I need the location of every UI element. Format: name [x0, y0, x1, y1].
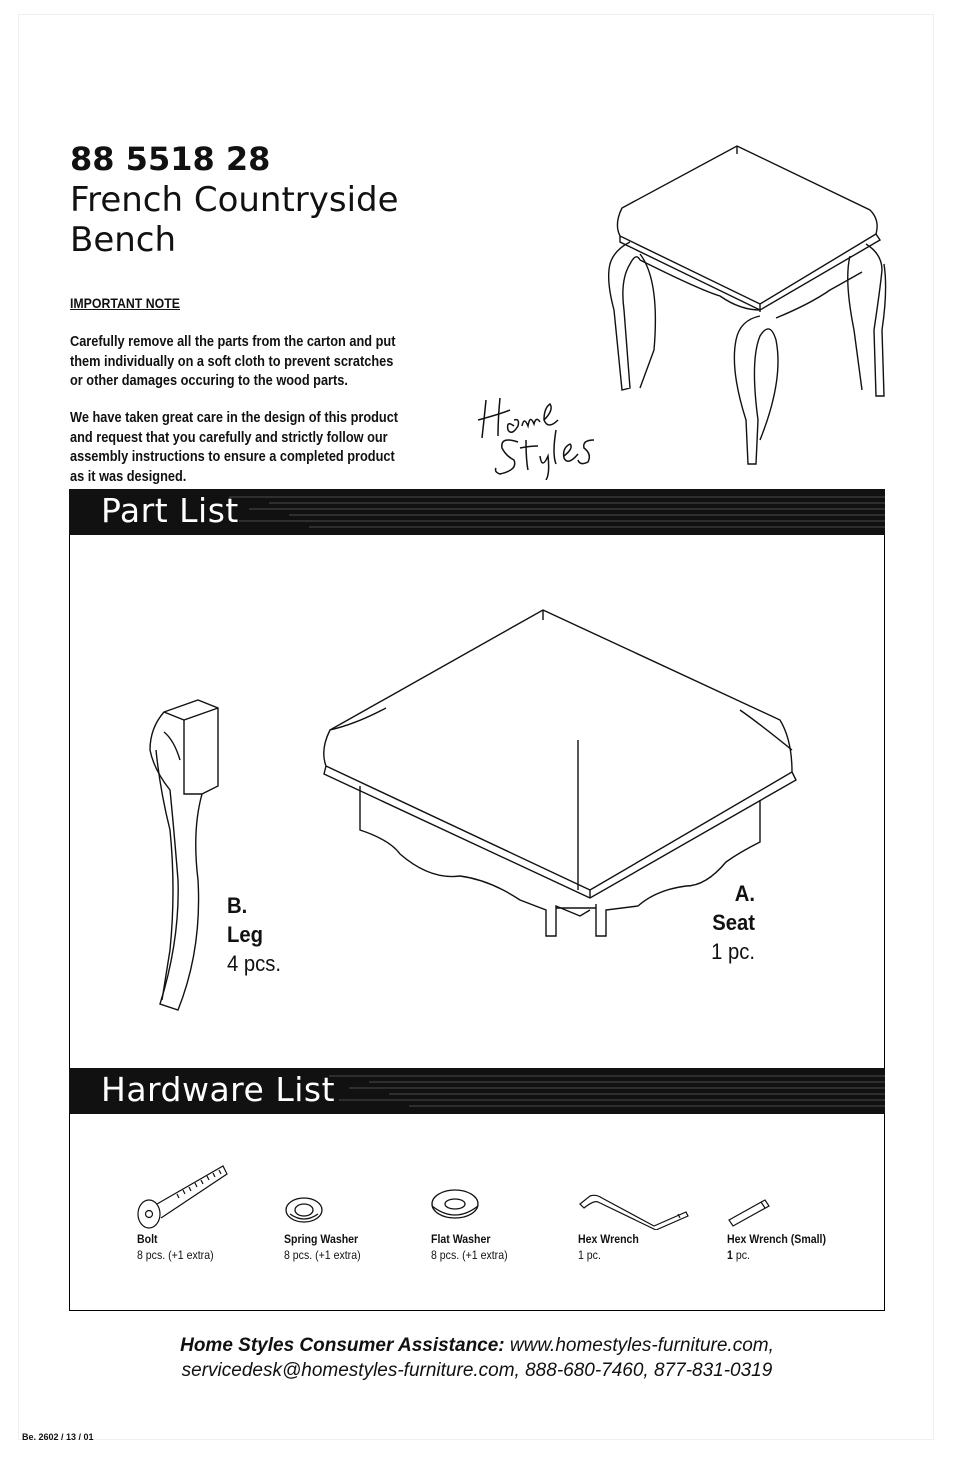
hardware-list-title: Hardware List	[101, 1070, 336, 1109]
bolt-icon	[137, 1160, 237, 1230]
small-hex-wrench-name: Hex Wrench (Small)	[727, 1232, 826, 1246]
spring-washer-qty: 8 pcs. (+1 extra)	[284, 1248, 361, 1262]
important-note-paragraph-2: We have taken great care in the design of this product and request that you carefully and strictly follow our assembly instructions to ensure a completed product as it was designed.	[70, 410, 399, 485]
hex-wrench-icon	[578, 1160, 698, 1230]
assistance-contacts: servicedesk@homestyles-furniture.com, 888-680-7460, 877-831-0319	[181, 1360, 773, 1381]
important-note-heading: IMPORTANT NOTE	[70, 295, 180, 311]
important-note-paragraph-1: Carefully remove all the parts from the carton and put them individually on a soft cloth to prevent scratches or other damages occuring to the wood parts.	[70, 334, 396, 389]
assistance-website: www.homestyles-furniture.com,	[504, 1335, 774, 1356]
assembled-bench-illustration	[600, 140, 890, 475]
assistance-lead: Home Styles Consumer Assistance:	[180, 1335, 505, 1356]
bolt-qty: 8 pcs. (+1 extra)	[137, 1248, 214, 1262]
flat-washer-qty: 8 pcs. (+1 extra)	[431, 1248, 508, 1262]
product-name: French Countryside Bench	[70, 180, 399, 260]
hardware-list-header	[69, 1068, 885, 1114]
part-b-letter: B.	[227, 893, 248, 918]
hex-wrench-qty: 1 pc.	[578, 1248, 601, 1262]
flat-washer-name: Flat Washer	[431, 1232, 491, 1246]
leg-illustration	[150, 700, 218, 1010]
product-code: 88 5518 28	[70, 140, 271, 178]
spring-washer-icon	[284, 1160, 344, 1230]
part-list-header	[69, 489, 885, 535]
flat-washer-icon	[431, 1160, 491, 1230]
part-a-label	[711, 879, 755, 966]
document-code: Be. 2602 / 13 / 01	[22, 1432, 94, 1442]
part-b-name: Leg	[227, 922, 263, 947]
small-hex-wrench-qty: 1 pc.	[727, 1248, 750, 1262]
spring-washer-name: Spring Washer	[284, 1232, 359, 1246]
part-a-name: Seat	[712, 910, 755, 935]
bolt-name: Bolt	[137, 1232, 158, 1246]
hex-wrench-name: Hex Wrench	[578, 1232, 639, 1246]
small-hex-wrench-icon	[727, 1160, 787, 1230]
part-b-qty: 4 pcs.	[227, 951, 282, 976]
part-a-qty: 1 pc.	[711, 939, 755, 964]
consumer-assistance	[0, 1333, 954, 1383]
home-styles-logo	[470, 390, 610, 480]
part-list-title: Part List	[101, 491, 239, 530]
part-a-letter: A.	[734, 881, 755, 906]
part-b-label	[227, 891, 281, 978]
